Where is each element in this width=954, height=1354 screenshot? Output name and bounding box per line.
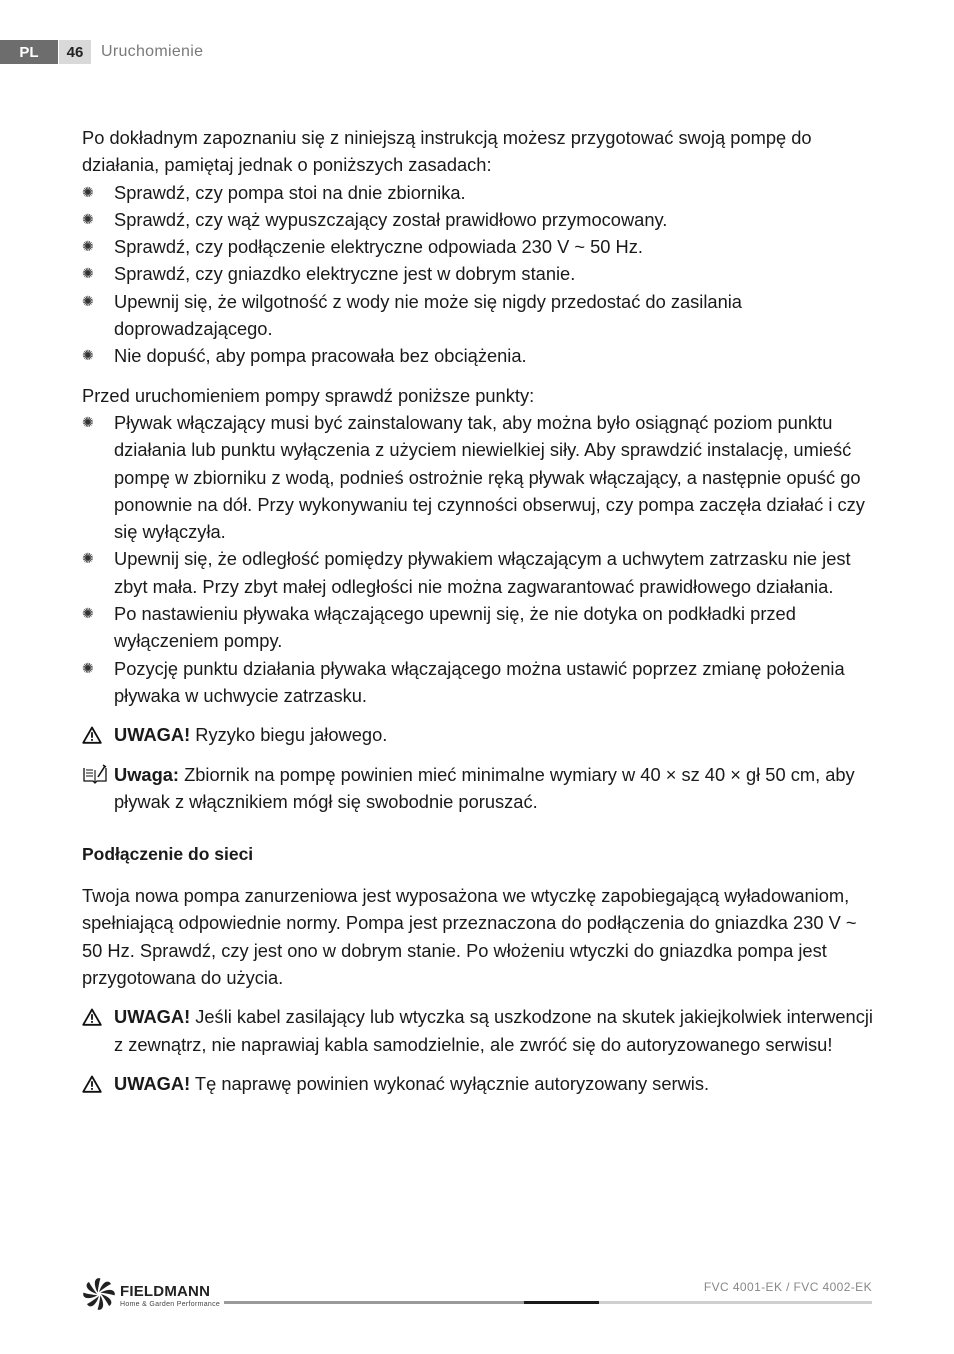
gear-bullet-icon: ✺ bbox=[82, 550, 94, 567]
list-item: ✺ Pozycję punktu działania pływaka włączającego można ustawić poprzez zmianę położenia pływaka w uchwycie zatrzasku. bbox=[82, 655, 877, 710]
page-footer bbox=[82, 1276, 872, 1316]
gear-bullet-icon: ✺ bbox=[82, 238, 94, 255]
check-list bbox=[82, 179, 877, 370]
warning-label: UWAGA! bbox=[114, 724, 191, 746]
gear-bullet-icon: ✺ bbox=[82, 659, 94, 676]
note-book-icon bbox=[82, 764, 108, 791]
warning-triangle-icon bbox=[82, 1073, 102, 1100]
list-item: ✺ Pływak włączający musi być zainstalowany tak, aby można było osiągnąć poziom punktu działania lub punktu wyłączenia z użyciem niewielkiej siły. Aby sprawdzić instalację, umieść pompę w zbiorniku z wodą, podnieś ostrożnie ręką pływak włączający, a następnie opuść go ponownie na dół. Przy wykonywaniu tej czynności obserwuj, czy pompa zaczęła działać i czy się wyłączyła. bbox=[82, 409, 877, 545]
gear-bullet-icon: ✺ bbox=[82, 413, 94, 430]
footer-line-accent bbox=[524, 1301, 599, 1304]
note-tank-size: Uwaga: Zbiornik na pompę powinien mieć minimalne wymiary w 40 × sz 40 × gł 50 cm, aby pływak z włącznikiem mógł się swobodnie poruszać. bbox=[82, 761, 877, 816]
section-title: Uruchomienie bbox=[101, 43, 204, 60]
list-item: ✺ Nie dopuść, aby pompa pracowała bez obciążenia. bbox=[82, 342, 877, 369]
warning-triangle-icon bbox=[82, 724, 102, 751]
footer-line-light bbox=[599, 1301, 872, 1304]
page-header bbox=[0, 40, 203, 64]
gear-bullet-icon: ✺ bbox=[82, 605, 94, 622]
list-item: ✺ Upewnij się, że odległość pomiędzy pływakiem włączającym a uchwytem zatrzasku nie jest zbyt mała. Przy zbyt małej odległości nie można zagwarantować prawidłowego działania. bbox=[82, 545, 877, 600]
intro-paragraph: Po dokładnym zapoznaniu się z niniejszą instrukcją możesz przygotować swoją pompę do działania, pamiętaj jednak o poniższych zasadach: bbox=[82, 127, 812, 176]
list-item: ✺ Sprawdź, czy podłączenie elektryczne odpowiada 230 V ~ 50 Hz. bbox=[82, 233, 877, 260]
list-item: ✺ Sprawdź, czy gniazdko elektryczne jest w dobrym stanie. bbox=[82, 260, 877, 287]
warning-triangle-icon bbox=[82, 1006, 102, 1033]
warning-label: UWAGA! bbox=[114, 1072, 191, 1094]
list-item: ✺ Sprawdź, czy wąż wypuszczający został prawidłowo przymocowany. bbox=[82, 206, 877, 233]
gear-bullet-icon: ✺ bbox=[82, 210, 94, 227]
language-tag: PL bbox=[0, 40, 58, 64]
gear-bullet-icon: ✺ bbox=[82, 347, 94, 364]
before-start-paragraph: Przed uruchomieniem pompy sprawdź poniższe punkty: bbox=[82, 384, 535, 406]
brand-name: FIELDMANN bbox=[120, 1283, 211, 1300]
brand-tagline: Home & Garden Performance bbox=[120, 1301, 221, 1308]
brand-logo bbox=[82, 1278, 220, 1315]
gear-bullet-icon: ✺ bbox=[82, 183, 94, 200]
gear-bullet-icon: ✺ bbox=[82, 292, 94, 309]
footer-line bbox=[224, 1301, 524, 1304]
page-content bbox=[82, 124, 877, 1097]
list-item: ✺ Sprawdź, czy pompa stoi na dnie zbiornika. bbox=[82, 179, 877, 206]
warning-idle: UWAGA! Ryzyko biegu jałowego. bbox=[82, 721, 877, 748]
float-check-list bbox=[82, 409, 877, 709]
list-item: ✺ Upewnij się, że wilgotność z wody nie może się nigdy przedostać do zasilania doprowadzającego. bbox=[82, 288, 877, 343]
fieldmann-logo-icon bbox=[82, 1278, 116, 1315]
warning-service: UWAGA! Tę naprawę powinien wykonać wyłącznie autoryzowany serwis. bbox=[82, 1070, 877, 1097]
note-label: Uwaga: bbox=[114, 763, 180, 785]
gear-bullet-icon: ✺ bbox=[82, 265, 94, 282]
page-number: 46 bbox=[59, 40, 91, 64]
model-number: FVC 4001-EK / FVC 4002-EK bbox=[703, 1280, 872, 1294]
connection-paragraph: Twoja nowa pompa zanurzeniowa jest wyposażona we wtyczkę zapobiegającą wyładowaniom, spełniającą odpowiednie normy. Pompa jest przeznaczona do podłączenia do gniazdka 230 V ~ 50 Hz. Sprawdź, czy jest ono w dobrym stanie. Po włożeniu wtyczki do gniazdka pompa jest przygotowana do użycia. bbox=[82, 885, 857, 989]
section-heading: Podłączenie do sieci bbox=[82, 844, 254, 865]
warning-label: UWAGA! bbox=[114, 1006, 191, 1028]
list-item: ✺ Po nastawieniu pływaka włączającego upewnij się, że nie dotyka on podkładki przed wyłączeniem pompy. bbox=[82, 600, 877, 655]
warning-cable: UWAGA! Jeśli kabel zasilający lub wtyczka są uszkodzone na skutek jakiejkolwiek interwencji z zewnątrz, nie naprawiaj kabla samodzielnie, ale zwróć się do autoryzowanego serwisu! bbox=[82, 1003, 877, 1058]
